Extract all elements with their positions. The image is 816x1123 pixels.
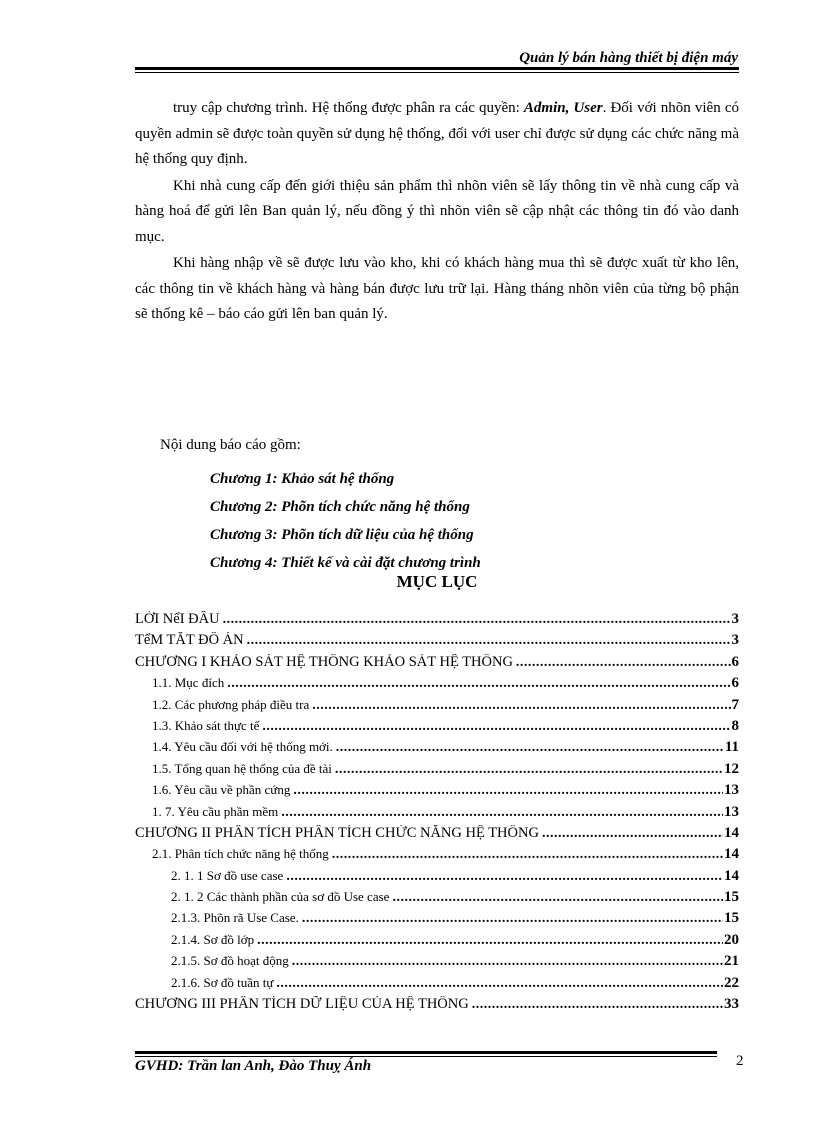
toc-entry-page: 13: [724, 803, 739, 820]
toc-entry-label: 2. 1. 1 Sơ đồ use case: [171, 867, 284, 883]
toc-entry[interactable]: [135, 632, 739, 653]
toc-entry-label: CHƯƠNG III PHÂN TÍCH DỮ LIỆU CỦA HỆ THỐNG: [135, 996, 469, 1013]
toc-leader-dots: [542, 826, 723, 842]
toc-entry-label: 2. 1. 2 Các thành phần của sơ đồ Use case: [171, 889, 390, 905]
toc-entry-page: 6: [731, 675, 739, 692]
toc-entry[interactable]: [135, 932, 739, 953]
chapter-item: Chương 1: Khảo sát hệ thống: [210, 471, 395, 487]
chapter-item: Chương 2: Phõn tích chức năng hệ thống: [210, 499, 470, 515]
chapter-list: [210, 465, 481, 577]
footer-rule: [135, 1051, 717, 1057]
toc-entry-label: 1. 7. Yêu cầu phần mềm: [152, 803, 279, 819]
toc-entry-label: 2.1. Phân tích chức năng hệ thống: [152, 846, 329, 862]
toc-entry-page: 14: [724, 867, 739, 884]
toc-entry-page: 14: [724, 846, 739, 863]
contents-intro: Nội dung báo cáo gồm:: [160, 437, 301, 453]
toc-entry-page: 33: [724, 996, 739, 1013]
toc-entry[interactable]: [135, 611, 739, 632]
toc-entry-page: 20: [724, 931, 739, 948]
toc-entry-label: 2.1.3. Phõn rã Use Case.: [171, 910, 299, 926]
toc-entry-page: 14: [724, 824, 739, 841]
paragraph-2: Khi nhà cung cấp đến giới thiệu sản phẩm thì nhõn viên sẽ lấy thông tin về nhà cung cấp và hàng hoá để gửi lên Ban quản lý, nếu đồng ý thì nhõn viên sẽ cập nhật các thông tin đó vào danh mục.: [135, 177, 739, 245]
toc-leader-dots: [292, 954, 723, 970]
toc-leader-dots: [335, 762, 723, 778]
toc-entry[interactable]: [135, 975, 739, 996]
toc-entry[interactable]: [135, 910, 739, 931]
page-number: 2: [736, 1053, 744, 1069]
toc-entry-page: 3: [731, 611, 739, 627]
toc-entry[interactable]: [135, 804, 739, 825]
toc-leader-dots: [227, 676, 730, 692]
toc-entry[interactable]: [135, 889, 739, 910]
toc-entry-label: 1.2. Các phương pháp điều tra: [152, 696, 310, 712]
toc-entry-page: 7: [731, 696, 739, 713]
toc-entry-page: 15: [724, 910, 739, 927]
toc-entry-page: 3: [731, 632, 739, 649]
toc-entry-label: 1.4. Yêu cầu đối với hệ thống mới.: [152, 739, 333, 755]
toc-leader-dots: [223, 612, 731, 628]
chapter-item: Chương 4: Thiết kế và cài đặt chương trình: [210, 555, 481, 571]
toc-leader-dots: [286, 869, 723, 885]
toc-entry-label: 2.1.4. Sơ đồ lớp: [171, 931, 255, 947]
toc-leader-dots: [281, 805, 723, 821]
table-of-contents: [135, 611, 739, 1017]
body-text: [135, 96, 739, 329]
toc-leader-dots: [257, 933, 723, 949]
toc-entry[interactable]: [135, 654, 739, 675]
toc-leader-dots: [332, 847, 723, 863]
toc-leader-dots: [247, 633, 731, 649]
toc-entry-label: TểM TẮT ĐỒ ÁN: [135, 632, 244, 649]
paragraph-3: Khi hàng nhập về sẽ được lưu vào kho, khi có khách hàng mua thì sẽ được xuất từ kho lên, các thông tin về khách hàng và hàng bán được lưu trữ lại. Hàng tháng nhõn viên của từng bộ phận sẽ thống kê – báo cáo gửi lên ban quản lý.: [135, 255, 739, 322]
toc-entry[interactable]: [135, 996, 739, 1017]
footer-advisor: GVHD: Trần lan Anh, Đào Thuỵ Ánh: [135, 1058, 372, 1074]
toc-entry-label: CHƯƠNG II PHÂN TÍCH PHÂN TÍCH CHỨC NĂNG HỆ THỐNG: [135, 824, 539, 841]
toc-leader-dots: [293, 783, 723, 799]
toc-entry[interactable]: [135, 761, 739, 782]
toc-entry[interactable]: [135, 782, 739, 803]
toc-leader-dots: [262, 719, 730, 735]
toc-entry-label: LỜI NểI ĐẦU: [135, 611, 220, 627]
toc-entry-page: 13: [724, 782, 739, 799]
toc-entry-page: 12: [724, 760, 739, 777]
toc-leader-dots: [336, 740, 724, 756]
toc-entry[interactable]: [135, 846, 739, 867]
toc-entry[interactable]: [135, 739, 739, 760]
toc-entry-page: 22: [724, 974, 739, 991]
toc-entry-label: 1.1. Mục đích: [152, 675, 225, 691]
toc-entry-page: 11: [724, 739, 739, 756]
paragraph-1-lead: truy cập chương trình. Hệ thống được phân ra các quyền:: [173, 100, 524, 116]
toc-leader-dots: [392, 890, 723, 906]
toc-entry[interactable]: [135, 697, 739, 718]
toc-leader-dots: [516, 655, 731, 671]
toc-entry-page: 8: [731, 717, 739, 734]
toc-entry[interactable]: [135, 953, 739, 974]
toc-entry-page: 15: [724, 889, 739, 906]
toc-entry[interactable]: [135, 675, 739, 696]
toc-entry-label: CHƯƠNG I KHẢO SÁT HỆ THỐNG KHẢO SÁT HỆ THỐNG: [135, 653, 513, 670]
toc-entry-label: 2.1.6. Sơ đồ tuần tự: [171, 974, 274, 990]
chapter-item: Chương 3: Phõn tích dữ liệu của hệ thống: [210, 527, 474, 543]
toc-leader-dots: [312, 698, 730, 714]
toc-heading: MỤC LỤC: [396, 572, 478, 591]
toc-leader-dots: [302, 911, 723, 927]
paragraph-1: [135, 96, 739, 173]
toc-leader-dots: [276, 976, 723, 992]
roles-emphasis: Admin, User: [523, 100, 603, 116]
toc-entry-page: 21: [724, 953, 739, 970]
paragraph-1-rest: . Đối với nhõn viên có quyền admin sẽ được toàn quyền sử dụng hệ thống, đối với user chỉ được sử dụng các chức năng mà hệ thống quy định.: [135, 100, 739, 167]
toc-leader-dots: [472, 997, 723, 1013]
toc-entry-label: 1.5. Tổng quan hệ thống của đề tài: [152, 760, 332, 776]
toc-entry-page: 6: [731, 653, 739, 670]
toc-entry-label: 1.6. Yêu cầu về phần cứng: [152, 782, 291, 798]
header-rule: [135, 67, 739, 73]
running-header-title: Quản lý bán hàng thiết bị điện máy: [519, 50, 738, 66]
toc-entry[interactable]: [135, 868, 739, 889]
toc-entry[interactable]: [135, 718, 739, 739]
toc-entry-label: 2.1.5. Sơ đồ hoạt động: [171, 953, 289, 969]
toc-entry-label: 1.3. Khảo sát thực tế: [152, 717, 260, 733]
toc-entry[interactable]: [135, 825, 739, 846]
